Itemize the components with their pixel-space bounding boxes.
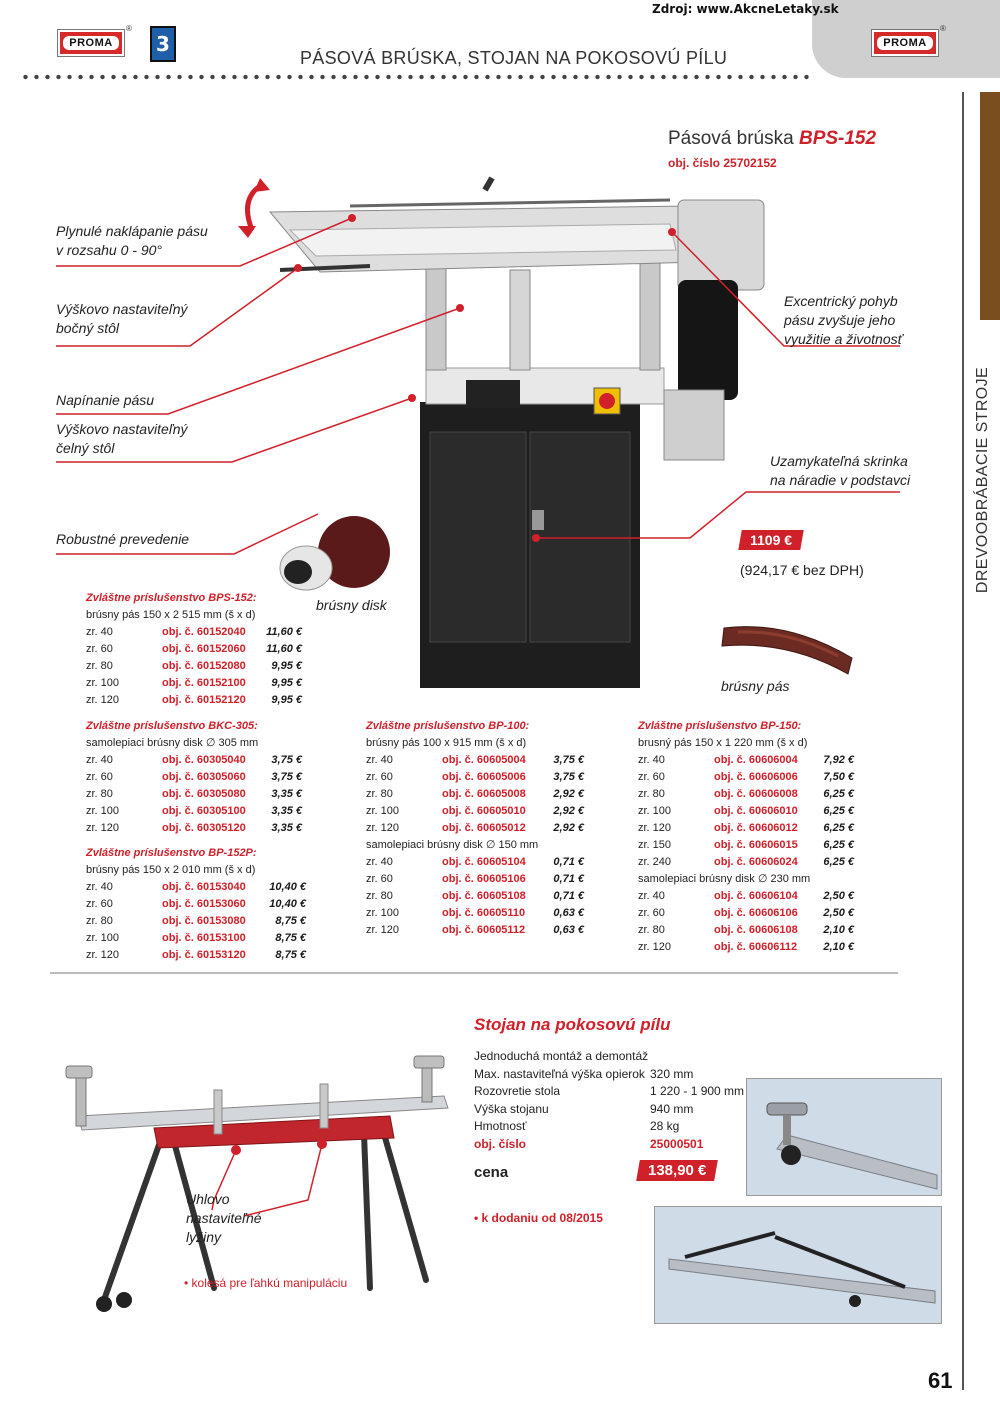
callout-tilt-line1: Plynulé naklápanie pásu [56,223,208,239]
stand-folded-photo [654,1206,942,1324]
price: 0,63 € [553,907,584,919]
stand-price-label: cena [474,1164,509,1181]
grit: zr. 100 [86,677,120,689]
price: 3,35 € [271,805,302,817]
price: 8,75 € [275,949,306,961]
warranty-years: 3 [156,32,170,56]
callout-dot-tension [456,304,464,312]
accessory-row [638,854,854,871]
page-number: 61 [928,1368,953,1393]
callout-robust [56,530,189,549]
accessory-row [366,820,584,837]
accessory-row [638,803,854,820]
accessory-row [86,624,302,641]
source-link[interactable]: Zdroj: www.AkcneLetaky.sk [652,2,839,16]
order-number: obj. č. 60606006 [714,771,798,783]
order-number: obj. č. 60606004 [714,754,798,766]
price: 2,10 € [823,941,854,953]
stand-spec-table [474,1048,744,1153]
spec-value: 320 mm [650,1066,694,1081]
stand-callout-line1: Uhlovo [186,1191,230,1207]
callout-front-table-line2: čelný stôl [56,440,115,456]
accessory-row [638,752,854,769]
order-number: obj. č. 60606012 [714,822,798,834]
stand-price-badge [636,1160,718,1181]
price: 2,50 € [823,890,854,902]
grit: zr. 60 [86,643,113,655]
grit: zr. 240 [638,856,672,868]
accessory-row [366,922,584,939]
accessory-row [86,930,306,947]
price: 2,50 € [823,907,854,919]
side-rule [962,92,964,1390]
callout-dot-side-table [294,264,302,272]
grit: zr. 100 [86,805,120,817]
mount-bracket-right [320,1084,328,1128]
registered-mark-right: ® [940,24,946,33]
order-number: obj. č. 60305060 [162,771,246,783]
grit: zr. 60 [366,771,393,783]
belt-caption: brúsny pás [721,678,790,694]
order-number: obj. č. 60606106 [714,907,798,919]
grit: zr. 80 [86,915,113,927]
accessory-row [86,947,306,964]
stand-callout [186,1190,262,1247]
price: 6,25 € [823,788,854,800]
spec-row [474,1118,744,1136]
price: 6,25 € [823,856,854,868]
accessory-desc: samolepiaci brúsny disk ∅ 305 mm [86,737,259,749]
grit: zr. 100 [638,805,672,817]
grit: zr. 60 [86,898,113,910]
accessory-block-bps152 [86,590,302,709]
accessory-row [638,888,854,905]
spec-key: Rozovretie stola [474,1084,561,1098]
callout-cabinet-line1: Uzamykateľná skrinka [770,453,908,469]
spec-value: 940 mm [650,1101,694,1116]
accessory-row [366,769,584,786]
callout-tilt [56,222,208,260]
accessory-block-bp152p [86,845,306,964]
accessory-title: Zvláštne príslušenstvo BP-100: [366,720,530,732]
folded-wheel [849,1295,861,1307]
accessory-desc: samolepiaci brúsny disk ∅ 150 mm [366,839,539,851]
order-number: obj. č. 60605006 [442,771,526,783]
order-number: obj. č. 60305080 [162,788,246,800]
order-number: obj. č. 60605112 [442,924,526,936]
accessory-row [638,905,854,922]
order-number: obj. č. 60152060 [162,643,246,655]
accessory-row [86,658,302,675]
order-number: obj. č. 60605108 [442,890,526,902]
callout-front-table-line1: Výškovo nastaviteľný [56,421,188,437]
price: 6,25 € [823,839,854,851]
registered-mark: ® [126,24,132,33]
accessory-row [638,837,854,854]
accessory-row [86,675,302,692]
accessory-desc: brusný pás 150 x 1 220 mm (š x d) [638,737,808,749]
stand-callout-dot-1 [231,1145,241,1155]
grit: zr. 40 [638,754,665,766]
callout-side-table-line1: Výškovo nastaviteľný [56,301,188,317]
mount-bracket-left [214,1090,222,1134]
accessory-row [86,803,302,820]
grit: zr. 150 [638,839,672,851]
order-number: obj. č. 60305040 [162,754,246,766]
grit: zr. 120 [86,822,120,834]
product-price: 1109 € [750,532,793,548]
grit: zr. 40 [86,754,113,766]
spec-value: 1 220 - 1 900 mm [650,1084,745,1098]
product-price-net: (924,17 € bez DPH) [740,562,864,578]
accessory-desc: brúsny pás 100 x 915 mm (š x d) [366,737,527,749]
order-number: obj. č. 60152080 [162,660,246,672]
grit: zr. 40 [638,890,665,902]
accessory-row [86,641,302,658]
accessory-desc: brúsny pás 150 x 2 515 mm (š x d) [86,609,256,621]
accessory-row [366,854,584,871]
price: 2,92 € [553,805,584,817]
callout-front-table [56,420,188,458]
price: 10,40 € [269,898,306,910]
callout-cabinet [770,452,910,490]
order-number: obj. č. 60605110 [442,907,526,919]
accessory-block-bp150 [638,718,854,956]
spec-key: Max. nastaviteľná výška opierok [474,1066,645,1081]
order-number: obj. č. 60605106 [442,873,526,885]
grit: zr. 80 [366,890,393,902]
accessory-block-bkc305 [86,718,302,837]
order-number: obj. č. 60605010 [442,805,526,817]
grit: zr. 100 [366,907,400,919]
callout-eccentric-line2: pásu zvyšuje jeho [784,312,896,328]
stand-intro: Jednoduchá montáž a demontáž [474,1049,649,1063]
grit: zr. 40 [366,856,393,868]
accessory-title: Zvláštne príslušenstvo BP-150: [638,720,802,732]
price: 7,50 € [823,771,854,783]
accessory-row [638,820,854,837]
price: 3,75 € [271,754,302,766]
order-number: obj. č. 60606015 [714,839,798,851]
grit: zr. 40 [86,881,113,893]
grit: zr. 120 [86,949,120,961]
order-number: obj. č. 60152100 [162,677,246,689]
callout-side-table-line2: bočný stôl [56,320,120,336]
accessory-row [366,752,584,769]
stand-callout-dot-2 [317,1139,327,1149]
spec-value: 28 kg [650,1119,680,1133]
callout-line-cabinet [536,492,900,538]
order-number: obj. č. 60605104 [442,856,526,868]
accessory-row [86,820,302,837]
order-number: obj. č. 60605012 [442,822,526,834]
accessory-row [86,786,302,803]
stand-callout-line3: lyžiny [186,1229,222,1245]
accessory-row [366,803,584,820]
callout-eccentric-line3: využitie a životnosť [784,331,903,347]
spec-row [474,1083,744,1101]
accessory-row [86,913,306,930]
accessory-block-bp100 [366,718,584,939]
price: 3,35 € [271,788,302,800]
accessory-row [638,939,854,956]
grit: zr. 40 [366,754,393,766]
product-name-prefix: Pásová brúska [668,128,794,149]
accessory-row [86,752,302,769]
callout-eccentric [784,292,903,349]
stand-callout-line2: nastaviteľné [186,1210,262,1226]
accessory-row [638,769,854,786]
product-model: BPS-152 [798,128,877,149]
stand-title: Stojan na pokosovú pílu [474,1015,671,1034]
stand-leg-right-front [384,1134,426,1280]
price: 3,75 € [553,754,584,766]
order-number: obj. č. 60153100 [162,932,246,944]
order-number: obj. č. 60153040 [162,881,246,893]
stand-order-label: obj. číslo [474,1136,527,1151]
order-number: obj. č. 60606024 [714,856,798,868]
price: 3,35 € [271,822,302,834]
grit: zr. 60 [86,771,113,783]
stand-availability: • k dodaniu od 08/2015 [474,1211,603,1225]
order-number: obj. č. 60606112 [714,941,798,953]
price: 8,75 € [275,915,306,927]
grit: zr. 80 [366,788,393,800]
grit: zr. 80 [638,788,665,800]
price: 2,92 € [553,822,584,834]
accessory-row [86,896,306,913]
order-number: obj. č. 60605004 [442,754,526,766]
grit: zr. 120 [638,822,672,834]
accessory-row [638,922,854,939]
grit: zr. 120 [638,941,672,953]
spec-row [474,1101,744,1119]
price: 0,63 € [553,924,584,936]
logo-text: PROMA [63,36,118,50]
order-number: obj. č. 60152040 [162,626,246,638]
stand-leg-left-front [104,1142,160,1300]
accessory-row [86,879,306,896]
price: 8,75 € [275,932,306,944]
grit: zr. 40 [86,626,113,638]
stand-price: 138,90 € [648,1162,707,1179]
callout-tension-line1: Napínanie pásu [56,392,155,408]
accessory-title: Zvláštne príslušenstvo BPS-152: [86,592,257,604]
accessory-row [366,871,584,888]
accessory-title: Zvláštne príslušenstvo BKC-305: [86,720,258,732]
order-number: obj. č. 60305120 [162,822,246,834]
grit: zr. 80 [86,788,113,800]
callout-robust-line1: Robustné prevedenie [56,531,190,547]
callout-dot-cabinet [532,534,540,542]
order-number: obj. č. 60153120 [162,949,246,961]
category-color-bar [980,92,1000,320]
callout-tilt-line2: v rozsahu 0 - 90° [56,242,162,258]
price: 0,71 € [553,890,584,902]
section-divider [50,972,898,974]
callout-cabinet-line2: na náradie v podstavci [770,472,911,488]
accessory-desc: samolepiaci brúsny disk ∅ 230 mm [638,873,811,885]
grit: zr. 120 [366,924,400,936]
price: 3,75 € [553,771,584,783]
accessory-title: Zvláštne príslušenstvo BP-152P: [86,847,257,859]
grit: zr. 80 [86,660,113,672]
order-number: obj. č. 60153080 [162,915,246,927]
order-number: obj. č. 60606104 [714,890,798,902]
price: 2,92 € [553,788,584,800]
grit: zr. 100 [86,932,120,944]
callout-dot-eccentric [668,228,676,236]
price: 6,25 € [823,822,854,834]
price: 9,95 € [271,694,302,706]
price: 7,92 € [823,754,854,766]
accessory-row [86,692,302,709]
price: 10,40 € [269,881,306,893]
price: 11,60 € [266,626,302,638]
stand-detail-photo [746,1078,942,1196]
callout-tension [56,391,154,410]
stand-folded-drawing [655,1207,942,1324]
category-label [970,365,1000,595]
stand-detail-drawing [747,1079,942,1196]
wheel-icon-2 [116,1292,132,1308]
grit: zr. 60 [638,771,665,783]
callout-eccentric-line1: Excentrický pohyb [784,293,898,309]
order-number: obj. č. 60606010 [714,805,798,817]
order-number: obj. č. 60152120 [162,694,246,706]
product-order-number: obj. číslo 25702152 [668,156,777,170]
callout-dot-front-table [408,394,416,402]
wheels-note: • kolesá pre ľahkú manipuláciu [184,1276,348,1290]
grit: zr. 60 [638,907,665,919]
roller-support-right [414,1056,444,1068]
accessory-row [366,905,584,922]
wheel-icon [96,1296,112,1312]
price: 6,25 € [823,805,854,817]
stand-order-value: 25000501 [650,1136,704,1151]
roller-support-left [66,1066,92,1078]
grit: zr. 80 [638,924,665,936]
price: 2,10 € [823,924,854,936]
order-number: obj. č. 60153060 [162,898,246,910]
spec-row-order [474,1136,744,1154]
spec-key: Hmotnosť [474,1119,527,1133]
detail-roller [767,1103,807,1115]
grit: zr. 120 [366,822,400,834]
order-number: obj. č. 60605008 [442,788,526,800]
callout-side-table [56,300,188,338]
page-title: PÁSOVÁ BRÚSKA, STOJAN NA POKOSOVÚ PÍLU [300,48,728,68]
order-number: obj. č. 60606108 [714,924,798,936]
grit: zr. 100 [366,805,400,817]
disc-caption: brúsny disk [316,597,387,613]
detail-knob [781,1145,801,1165]
detail-post [783,1115,791,1145]
order-number: obj. č. 60606008 [714,788,798,800]
product-price-badge [738,530,804,550]
stand-leg-right-back [364,1134,370,1288]
grit: zr. 60 [366,873,393,885]
callout-dot-tilt [348,214,356,222]
accessory-row [86,769,302,786]
category-text: DREVOOBRÁBACIE STROJE [974,366,991,594]
logo-text-right: PROMA [877,36,932,50]
grit: zr. 120 [86,694,120,706]
accessory-row [366,786,584,803]
price: 9,95 € [271,677,302,689]
accessory-row [638,786,854,803]
accessory-desc: brúsny pás 150 x 2 010 mm (š x d) [86,864,256,876]
accessory-row [366,888,584,905]
price: 0,71 € [553,856,584,868]
price: 9,95 € [271,660,302,672]
price: 3,75 € [271,771,302,783]
order-number: obj. č. 60305100 [162,805,246,817]
spec-row [474,1066,744,1084]
spec-key: Výška stojanu [474,1101,549,1116]
price: 0,71 € [553,873,584,885]
price: 11,60 € [266,643,302,655]
